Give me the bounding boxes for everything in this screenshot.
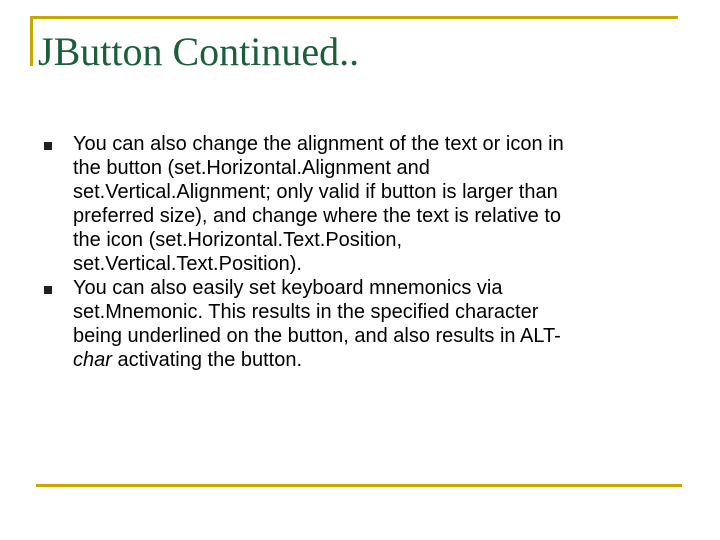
bullet-1-line-4: preferred size), and change where the text is relative to [73, 205, 562, 227]
title-frame-left-rule [30, 16, 33, 66]
bullet-1-line-1: You can also change the alignment of the text or icon in [73, 133, 564, 155]
title-frame-top-rule [30, 16, 678, 19]
bullet-2-line-3: being underlined on the button, and also results in ALT- [73, 325, 561, 347]
bullet-1-line-3: set.Vertical.Alignment; only valid if button is larger than [73, 181, 558, 203]
bullet-1-line-2: the button (set.Horizontal.Alignment and [73, 157, 430, 179]
bullet-list [44, 132, 684, 372]
square-bullet-icon [44, 286, 52, 294]
bullet-item-mnemonics [44, 276, 684, 372]
bullet-2-line-4-rest: activating the button. [111, 349, 303, 371]
bullet-2-line-2: set.Mnemonic. This results in the specified character [73, 301, 539, 323]
bottom-accent-rule [36, 484, 682, 487]
bullet-item-alignment [44, 132, 684, 276]
bullet-2-line-1: You can also easily set keyboard mnemonics via [73, 277, 503, 299]
bullet-1-line-5: the icon (set.Horizontal.Text.Position, [73, 229, 403, 251]
bullet-2-italic-char: char [73, 349, 112, 371]
slide-title: JButton Continued.. [38, 29, 360, 74]
square-bullet-icon [44, 142, 52, 150]
bullet-1-line-6: set.Vertical.Text.Position). [73, 253, 302, 275]
